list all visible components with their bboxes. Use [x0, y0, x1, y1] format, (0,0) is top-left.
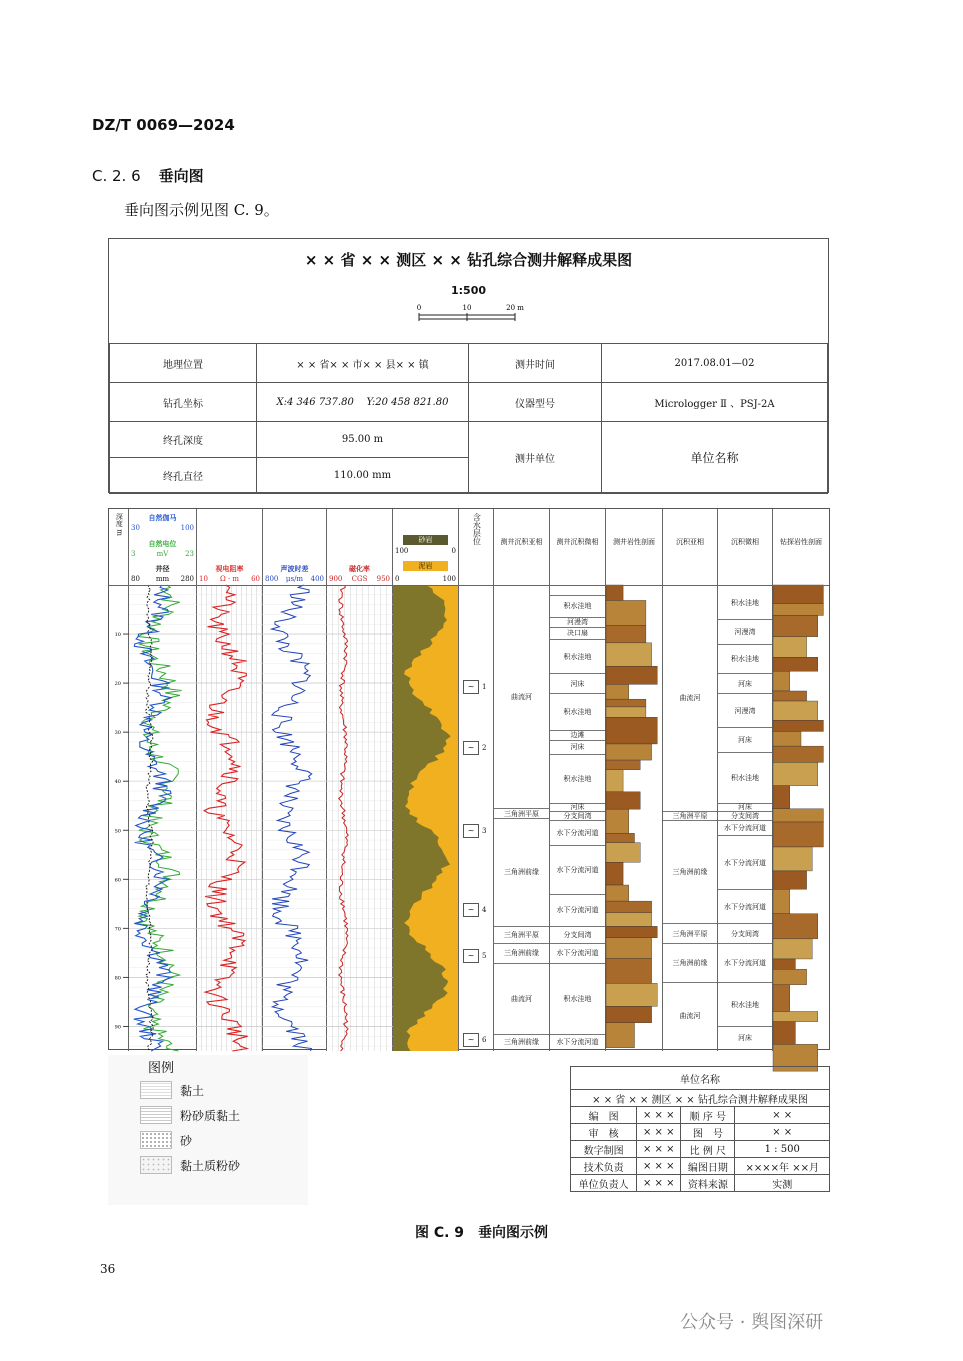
caliper-unit: mm — [155, 575, 170, 583]
facies-segment: 水下分流河道 — [550, 943, 605, 963]
watermark: 公众号 · 舆图深研 — [680, 1312, 824, 1333]
lith-bed — [773, 939, 812, 959]
resistivity-max: 60 — [251, 575, 260, 583]
aquifer-marker: ~ 3 — [463, 824, 479, 838]
lith-bed — [773, 746, 823, 762]
facies-segment: 曲流河 — [494, 585, 549, 808]
magnetic-header — [327, 509, 393, 585]
track-gamma-sp-caliper — [129, 585, 197, 1051]
tb-cell: × × × — [637, 1175, 681, 1192]
facies-segment: 水下分流河道 — [550, 1034, 605, 1049]
track-resistivity — [197, 585, 263, 1051]
location-value: × × 省× × 市× × 县× × 镇 — [257, 344, 469, 383]
section-number: C. 2. 6 — [92, 167, 141, 185]
lith-bed — [606, 666, 657, 684]
legend-clayey-silt: 黏土质粉砂 — [180, 1159, 241, 1173]
drill-microfacies-column — [718, 585, 773, 1051]
lith-bed — [773, 969, 807, 985]
acoustic-header — [263, 509, 327, 585]
tb-cell: 图 号 — [681, 1124, 735, 1141]
figure-scale: 1:500 — [450, 284, 486, 297]
depth-tick-label: 50 — [114, 828, 121, 835]
lith-bed — [606, 809, 629, 833]
resistivity-header — [197, 509, 263, 585]
tb-unit: 单位名称 — [571, 1067, 830, 1090]
lith-bed — [606, 625, 646, 643]
aquifer-marker: ~ 5 — [463, 949, 479, 963]
scale-bar — [416, 301, 524, 327]
aquifer-marker: ~ 6 — [463, 1033, 479, 1047]
unit-value: 单位名称 — [602, 422, 828, 494]
lith-bed — [606, 913, 652, 927]
lith-bed — [773, 762, 818, 785]
track-lithology — [393, 585, 459, 1051]
lith-bed — [606, 699, 646, 707]
tb-cell: 审 核 — [571, 1124, 637, 1141]
facies-segment: 三角洲平原 — [494, 808, 549, 818]
lith-bed — [606, 760, 640, 770]
logging-lithology-column — [606, 585, 663, 1051]
section-title: 垂向图 — [158, 167, 204, 185]
aquifer-number: 2 — [482, 743, 487, 752]
facies-segment: 三角洲前缘 — [494, 1034, 549, 1049]
acoustic-max: 400 — [310, 575, 324, 583]
header-drill-microfacies: 沉积微相 — [718, 509, 773, 585]
facies-segment: 分支间湾 — [550, 811, 605, 821]
mudstone-name: 泥岩 — [403, 561, 448, 571]
facies-segment: 边滩 — [550, 730, 605, 740]
facies-segment: 积水洼地 — [718, 982, 772, 1026]
lith-bed — [773, 786, 790, 809]
tb-cell: 单位负责人 — [571, 1175, 637, 1192]
drill-lithology-column — [773, 585, 829, 1051]
facies-segment: 积水洼地 — [550, 963, 605, 1034]
aquifer-number: 6 — [482, 1035, 487, 1044]
legend-sand: 砂 — [180, 1134, 193, 1148]
lith-bed — [773, 657, 818, 671]
tb-cell: × × × — [637, 1107, 681, 1124]
facies-segment: 曲流河 — [663, 982, 717, 1048]
gamma-min: 30 — [131, 524, 140, 532]
facies-segment: 三角洲前缘 — [494, 818, 549, 926]
lith-bed — [606, 600, 646, 625]
facies-segment: 积水洼地 — [718, 644, 772, 673]
caliper-min: 80 — [131, 575, 140, 583]
legend-title: 图例 — [148, 1061, 175, 1076]
coord-value — [257, 383, 469, 422]
sp-name: 自然电位 — [148, 539, 177, 548]
lith-bed — [773, 1011, 818, 1021]
facies-segment: 水下分流河道 — [718, 820, 772, 835]
scale-bar-10: 10 — [462, 304, 472, 312]
lith-bed — [773, 604, 823, 616]
tb-cell: 实测 — [735, 1175, 830, 1192]
track-magnetic — [327, 585, 393, 1051]
aquifer-number: 3 — [482, 827, 487, 836]
facies-segment: 分支间湾 — [550, 926, 605, 943]
facies-segment: 河床 — [718, 1026, 772, 1048]
facies-segment: 积水洼地 — [550, 639, 605, 673]
tb-cell: 比 例 尺 — [681, 1141, 735, 1158]
aquifer-header: 含水层位 — [459, 509, 494, 585]
facies-segment: 积水洼地 — [550, 595, 605, 617]
facies-segment: 积水洼地 — [550, 693, 605, 730]
aquifer-column — [459, 585, 494, 1051]
facies-segment: 河床 — [718, 803, 772, 810]
log-panel — [108, 508, 830, 1050]
sandstone-min: 100 — [395, 547, 409, 555]
time-value: 2017.08.01—02 — [602, 344, 828, 383]
facies-segment: 河漫湾 — [718, 619, 772, 644]
lithology-header — [393, 509, 459, 585]
logging-subfacies-column — [494, 585, 550, 1051]
lith-bed — [606, 684, 629, 699]
facies-segment: 曲流河 — [663, 585, 717, 811]
depth-column — [109, 585, 129, 1051]
depth-tick-label: 30 — [114, 730, 121, 737]
tb-cell: × × × — [637, 1124, 681, 1141]
gamma-name: 自然伽马 — [148, 513, 177, 522]
track-acoustic — [263, 585, 327, 1051]
lith-bed — [606, 862, 623, 885]
lith-bed — [606, 843, 640, 863]
section-text: 垂向图示例见图 C. 9。 — [124, 201, 279, 219]
lith-bed — [606, 744, 652, 760]
facies-segment: 积水洼地 — [718, 585, 772, 619]
gamma-max: 100 — [180, 524, 194, 532]
aquifer-number: 5 — [482, 952, 487, 961]
depth-ticks — [109, 585, 129, 1051]
figure-header-box — [108, 238, 829, 493]
legend — [108, 1055, 308, 1205]
header-logging-microfacies: 测井沉积微相 — [550, 509, 606, 585]
time-label: 测井时间 — [469, 344, 602, 383]
magnetic-max: 950 — [376, 575, 390, 583]
lith-bed — [773, 585, 823, 604]
resistivity-unit: Ω · m — [219, 575, 240, 583]
aquifer-marker: ~ 1 — [463, 680, 479, 694]
depth-tick-label: 70 — [114, 926, 121, 933]
tb-cell: 1 : 500 — [735, 1141, 830, 1158]
facies-segment: 三角洲前缘 — [663, 820, 717, 923]
mudstone-max: 100 — [442, 575, 456, 583]
facies-segment: 三角洲平原 — [663, 811, 717, 821]
resistivity-name: 视电阻率 — [215, 564, 244, 573]
coord-x: X:4 346 737.80 — [276, 396, 354, 408]
lith-bed — [606, 959, 652, 984]
depth-value: 95.00 m — [257, 422, 469, 458]
page-number: 36 — [100, 1262, 116, 1276]
diameter-value: 110.00 mm — [257, 458, 469, 494]
lith-bed — [606, 717, 657, 744]
lith-bed — [606, 885, 629, 901]
facies-segment: 水下分流河道 — [718, 889, 772, 923]
legend-silty-clay-swatch — [140, 1106, 172, 1124]
facies-segment: 分支间湾 — [718, 923, 772, 943]
facies-segment: 分支间湾 — [718, 811, 772, 821]
facies-segment: 河床 — [718, 727, 772, 752]
facies-segment: 曲流河 — [494, 963, 549, 1034]
lith-bed — [773, 615, 818, 636]
tb-cell: 编 图 — [571, 1107, 637, 1124]
depth-tick-label: 80 — [114, 975, 121, 982]
caliper-name: 井径 — [155, 564, 170, 573]
legend-silty-clay: 粉砂质黏土 — [180, 1109, 241, 1123]
lith-bed — [606, 770, 623, 792]
logging-microfacies-column — [550, 585, 606, 1051]
depth-tick-label: 10 — [114, 632, 121, 639]
lith-bed — [773, 871, 807, 889]
facies-segment: 河漫湾 — [718, 693, 772, 727]
mudstone-min: 0 — [395, 575, 400, 583]
facies-segment: 水下分流河道 — [550, 845, 605, 894]
coord-y: Y:20 458 821.80 — [366, 396, 449, 408]
legend-clayey-silt-swatch — [140, 1156, 172, 1174]
facies-segment: 河床 — [550, 803, 605, 810]
aquifer-marker: ~ 2 — [463, 741, 479, 755]
facies-segment: 三角洲前缘 — [663, 943, 717, 982]
tb-cell: × × — [735, 1124, 830, 1141]
tb-cell: 技术负责 — [571, 1158, 637, 1175]
depth-header: 深度 m — [109, 509, 129, 585]
facies-segment: 河床 — [550, 740, 605, 755]
lith-bed — [773, 809, 823, 822]
lith-bed — [773, 1022, 795, 1045]
caliper-max: 280 — [180, 575, 194, 583]
depth-tick-label: 20 — [114, 681, 121, 688]
depth-tick-label: 40 — [114, 779, 121, 786]
legend-sand-swatch — [140, 1131, 172, 1149]
acoustic-name: 声波时差 — [280, 564, 309, 573]
unit-label: 测井单位 — [469, 422, 602, 494]
tb-cell: 数字制图 — [571, 1141, 637, 1158]
figure-caption: 图 C. 9 垂向图示例 — [414, 1225, 549, 1241]
sp-min: 3 — [131, 550, 136, 558]
lith-bed — [606, 901, 652, 913]
lith-bed — [773, 671, 790, 691]
figure-info-table — [109, 343, 828, 494]
lith-bed — [773, 720, 823, 731]
header-logging-lithology: 测井岩性剖面 — [606, 509, 663, 585]
lith-bed — [773, 889, 790, 913]
depth-label: 终孔深度 — [110, 422, 257, 458]
facies-segment: 水下分流河道 — [718, 943, 772, 982]
facies-segment: 积水洼地 — [718, 752, 772, 804]
lith-bed — [606, 1023, 635, 1048]
sp-unit: mV — [156, 550, 169, 558]
figure-title: × × 省 × × 测区 × × 钻孔综合测井解释成果图 — [304, 251, 633, 269]
facies-segment: 决口扇 — [550, 627, 605, 639]
tb-cell: 资料来源 — [681, 1175, 735, 1192]
magnetic-min: 900 — [329, 575, 343, 583]
scale-bar-0: 0 — [416, 304, 422, 312]
lith-bed — [773, 847, 812, 871]
legend-clay-swatch — [140, 1081, 172, 1099]
lith-bed — [773, 985, 790, 1012]
header-logging-subfacies: 测井沉积亚相 — [494, 509, 550, 585]
instrument-label: 仪器型号 — [469, 383, 602, 422]
depth-tick-label: 60 — [114, 877, 121, 884]
lith-bed — [773, 637, 807, 658]
lith-bed — [773, 731, 801, 746]
tb-cell: × × × — [637, 1141, 681, 1158]
track-gamma-sp-caliper-header — [129, 509, 197, 585]
facies-segment: 河床 — [550, 673, 605, 693]
standard-code: DZ/T 0069—2024 — [92, 116, 235, 134]
instrument-value: Micrologger Ⅱ 、PSJ-2A — [602, 383, 828, 422]
scale-bar-20: 20 m — [506, 304, 524, 312]
sandstone-max: 0 — [451, 547, 456, 555]
facies-segment: 三角洲前缘 — [494, 943, 549, 963]
magnetic-name: 磁化率 — [349, 564, 370, 573]
acoustic-unit: μs/m — [285, 575, 304, 583]
aquifer-number: 1 — [482, 682, 487, 691]
drill-subfacies-column — [663, 585, 718, 1051]
lith-bed — [606, 938, 652, 959]
facies-segment: 水下分流河道 — [550, 894, 605, 926]
magnetic-unit: CGS — [351, 575, 368, 583]
tb-cell: ××××年 ××月 — [735, 1158, 830, 1175]
tb-cell: 编图日期 — [681, 1158, 735, 1175]
facies-segment: 水下分流河道 — [550, 820, 605, 845]
lith-bed — [773, 691, 807, 701]
tb-cell: × × — [735, 1107, 830, 1124]
facies-segment: 三角洲平原 — [663, 923, 717, 943]
facies-segment: 河床 — [718, 673, 772, 693]
title-block — [570, 1066, 830, 1192]
tb-cell: × × × — [637, 1158, 681, 1175]
tb-name: × × 省 × × 测区 × × 钻孔综合测井解释成果图 — [571, 1090, 830, 1107]
lith-bed — [773, 822, 823, 847]
location-label: 地理位置 — [110, 344, 257, 383]
diameter-label: 终孔直径 — [110, 458, 257, 494]
aquifer-number: 4 — [482, 905, 487, 914]
acoustic-min: 800 — [265, 575, 279, 583]
resistivity-min: 10 — [199, 575, 208, 583]
facies-segment: 河漫湾 — [550, 617, 605, 627]
lith-bed — [606, 983, 657, 1006]
coord-label: 钻孔坐标 — [110, 383, 257, 422]
section-heading — [92, 165, 204, 186]
lith-bed — [606, 643, 652, 666]
tb-cell: 顺 序 号 — [681, 1107, 735, 1124]
sp-max: 23 — [185, 550, 194, 558]
lith-bed — [606, 585, 623, 600]
facies-segment: 三角洲平原 — [494, 926, 549, 943]
header-drill-lithology: 钻探岩性剖面 — [780, 538, 822, 546]
depth-tick-label: 90 — [114, 1024, 121, 1031]
lith-bed — [606, 792, 640, 809]
lith-bed — [606, 926, 657, 937]
lith-bed — [773, 914, 818, 939]
facies-segment: 水下分流河道 — [718, 835, 772, 889]
aquifer-marker: ~ 4 — [463, 903, 479, 917]
lith-bed — [773, 701, 818, 720]
header-drill-subfacies: 沉积亚相 — [663, 509, 718, 585]
lith-bed — [606, 1006, 652, 1022]
lith-bed — [606, 833, 635, 842]
legend-clay: 黏土 — [180, 1084, 205, 1098]
facies-segment: 积水洼地 — [550, 754, 605, 803]
lith-bed — [606, 707, 646, 717]
sandstone-name: 砂岩 — [403, 535, 448, 545]
lith-bed — [773, 959, 795, 969]
